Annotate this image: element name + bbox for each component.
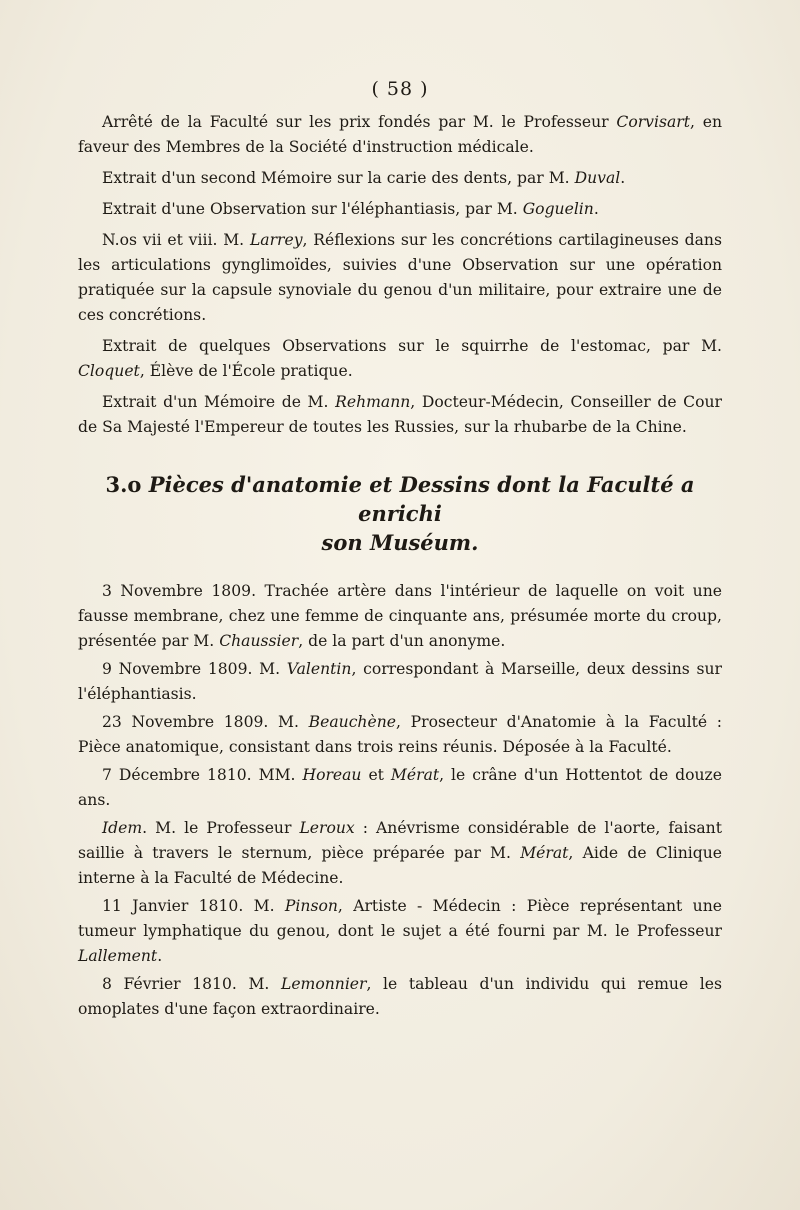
author-name: Corvisart bbox=[616, 113, 690, 131]
entry: 11 Janvier 1810. M. Pinson, Artiste - Médecin : Pièce représentant une tumeur lymphatique du genou, dont le sujet a été fourni par M. le Professeur Lallement. bbox=[78, 897, 722, 965]
entry: Idem. M. le Professeur Leroux : Anévrisme considérable de l'aorte, faisant saillie à travers le sternum, pièce préparée par M. Mérat, Aide de Clinique interne à la Faculté de Médecine. bbox=[78, 819, 722, 887]
section-title-line1: Pièces d'anatomie et Dessins dont la Faculté a enrichi bbox=[148, 472, 695, 526]
section-title-line2: son Muséum. bbox=[321, 530, 479, 555]
author-name: Pinson bbox=[284, 897, 338, 915]
author-name: Lemonnier bbox=[280, 975, 367, 993]
author-name: Horeau bbox=[302, 766, 362, 784]
author-name: Duval bbox=[574, 169, 621, 187]
entry: 23 Novembre 1809. M. Beauchène, Prosecteur d'Anatomie à la Faculté : Pièce anatomique, consistant dans trois reins réunis. Déposée à la Faculté. bbox=[78, 713, 723, 756]
entry: 7 Décembre 1810. MM. Horeau et Mérat, le crâne d'un Hottentot de douze ans. bbox=[78, 766, 722, 809]
list-item: N.os vii et viii. M. Larrey, Réflexions sur les concrétions cartilagineuses dans les articulations gynglimoïdes, suivies d'une Observation sur une opération pratiquée sur la capsule synoviale du genou d'un militaire, pour extraire une de ces concrétions. bbox=[78, 231, 722, 324]
list-item: Extrait de quelques Observations sur le squirrhe de l'estomac, par M. Cloquet, Élève de l'École pratique. bbox=[78, 337, 722, 380]
author-name: Beauchène bbox=[308, 713, 396, 731]
author-name: Larrey bbox=[249, 231, 303, 249]
entry: 8 Février 1810. M. Lemonnier, le tableau d'un individu qui remue les omoplates d'une façon extraordinaire. bbox=[78, 975, 722, 1018]
author-name: Mérat bbox=[520, 844, 569, 862]
section-heading bbox=[78, 470, 722, 557]
section-number: 3.o bbox=[105, 472, 142, 497]
author-name: Rehmann bbox=[335, 393, 411, 411]
idem-label: Idem bbox=[102, 819, 143, 837]
author-name: Chaussier bbox=[219, 632, 299, 650]
list-item: Extrait d'un second Mémoire sur la carie des dents, par M. Duval. bbox=[102, 169, 626, 187]
author-name: Cloquet bbox=[78, 362, 140, 380]
author-name: Leroux bbox=[299, 819, 355, 837]
list-item: Arrêté de la Faculté sur les prix fondés par M. le Professeur Corvisart, en faveur des Membres de la Société d'instruction médicale. bbox=[78, 113, 722, 156]
list-item: Extrait d'un Mémoire de M. Rehmann, Docteur-Médecin, Conseiller de Cour de Sa Majesté l'Empereur de toutes les Russies, sur la rhubarbe de la Chine. bbox=[78, 393, 723, 436]
entry: 3 Novembre 1809. Trachée artère dans l'intérieur de laquelle on voit une fausse membrane, chez une femme de cinquante ans, présumée morte du croup, présentée par M. Chaussier, de la part d'un anonyme. bbox=[78, 582, 722, 650]
author-name: Valentin bbox=[286, 660, 352, 678]
list-item: Extrait d'une Observation sur l'éléphantiasis, par M. Goguelin. bbox=[102, 200, 599, 218]
author-name: Lallement bbox=[78, 947, 158, 965]
author-name: Mérat bbox=[390, 766, 440, 784]
author-name: Goguelin bbox=[522, 200, 594, 218]
publication-list bbox=[78, 110, 722, 440]
museum-entries bbox=[78, 579, 722, 1022]
page-number: ( 58 ) bbox=[371, 78, 429, 100]
entry: 9 Novembre 1809. M. Valentin, correspondant à Marseille, deux dessins sur l'éléphantiasis. bbox=[78, 660, 722, 703]
